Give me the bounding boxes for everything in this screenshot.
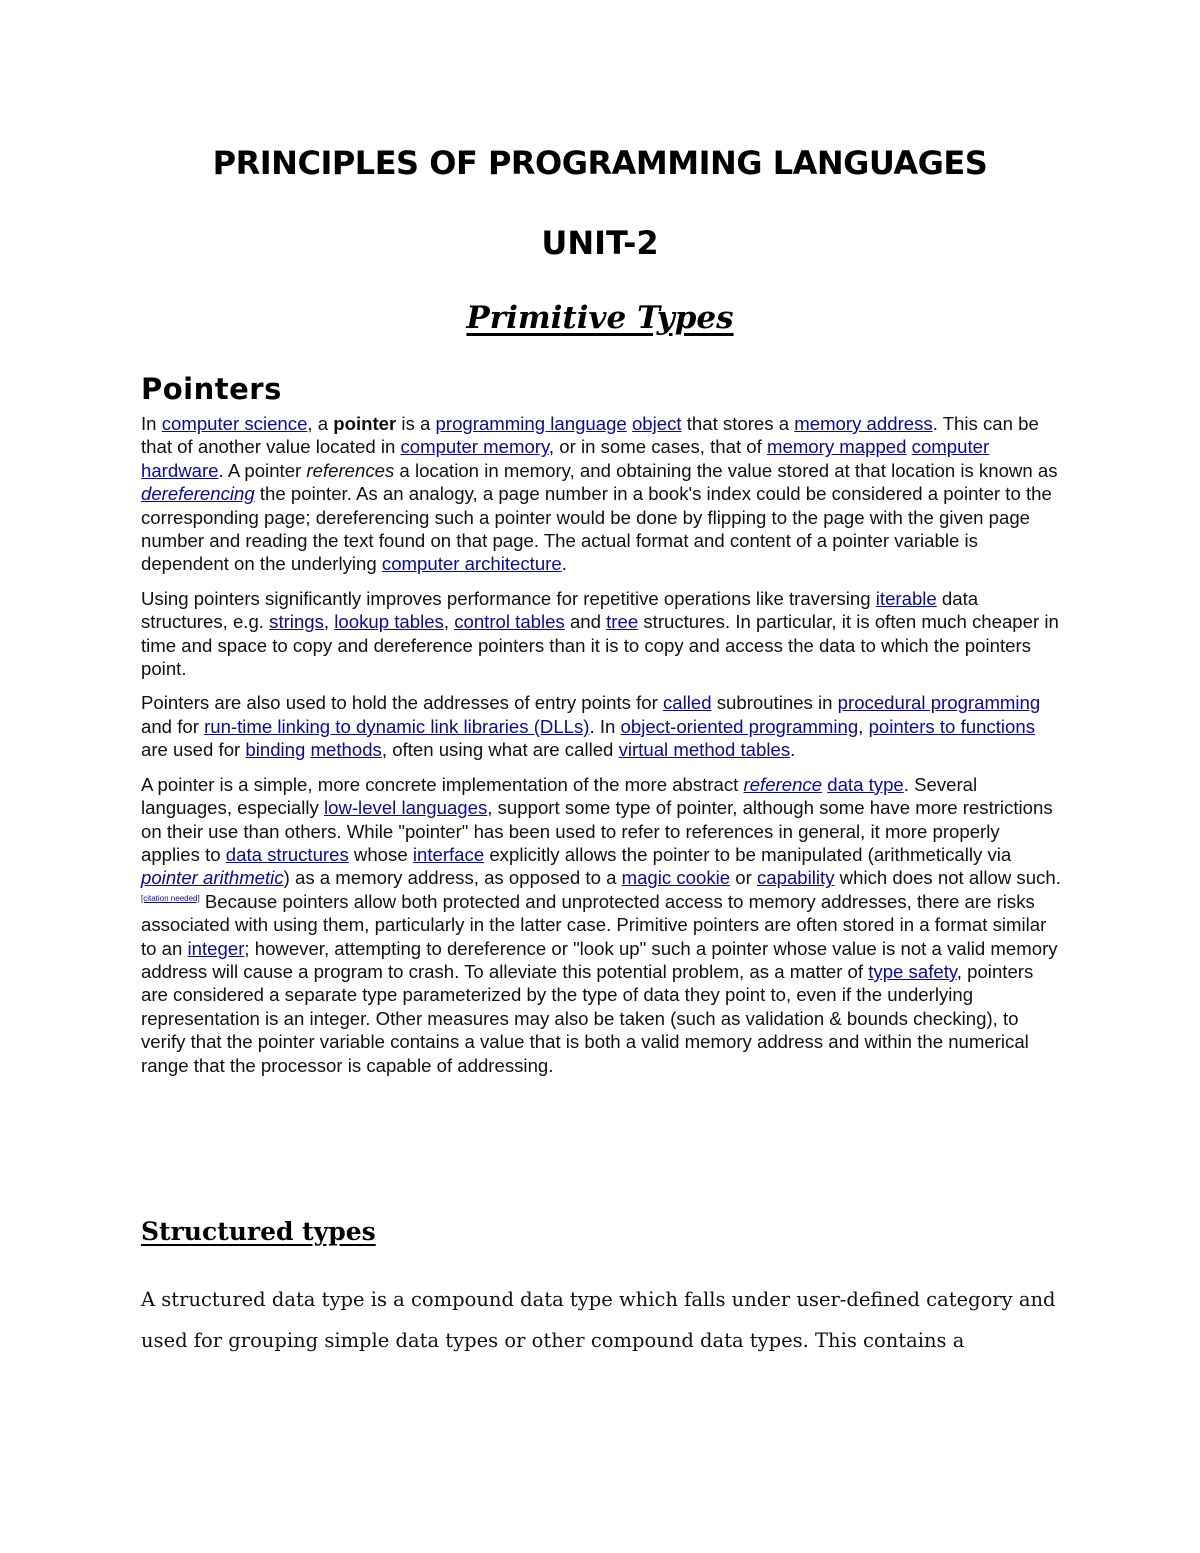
link-dereferencing[interactable]: dereferencing xyxy=(141,483,255,505)
text-run: , often using what are called xyxy=(381,739,619,761)
text-run: and for xyxy=(141,715,205,737)
link-programming-language[interactable]: programming language xyxy=(435,413,627,434)
link-virtual-method-tables[interactable]: virtual method tables xyxy=(618,739,791,761)
text-run: and xyxy=(564,611,607,633)
text-run: or xyxy=(730,867,757,889)
term-pointer: pointer xyxy=(333,413,397,434)
text-run: , xyxy=(443,611,455,633)
link-pointers-to-functions[interactable]: pointers to functions xyxy=(868,715,1035,737)
link-data-structures[interactable]: data structures xyxy=(225,843,349,865)
text-run: that stores a xyxy=(681,413,795,434)
link-run-time-linking[interactable]: run-time linking to dynamic link libraries (DLLs) xyxy=(204,715,590,737)
pointers-paragraph-3 xyxy=(141,691,1061,761)
text-run: Using pointers significantly improves performance for repetitive operations like traversing xyxy=(141,587,876,609)
link-lookup-tables[interactable]: lookup tables xyxy=(334,611,444,633)
text-run: Pointers are also used to hold the addresses of entry points for xyxy=(141,692,663,714)
structured-types-heading: Structured types xyxy=(141,1217,376,1246)
link-reference[interactable]: reference xyxy=(743,773,823,795)
link-citation-needed[interactable]: [citation needed] xyxy=(141,893,200,903)
link-strings[interactable]: strings xyxy=(269,611,324,633)
text-run: whose xyxy=(348,843,413,865)
link-binding[interactable]: binding xyxy=(245,739,306,761)
section-subtitle xyxy=(0,300,1200,336)
link-type-safety[interactable]: type safety xyxy=(868,960,957,982)
link-object-oriented-programming[interactable]: object-oriented programming xyxy=(620,715,859,737)
text-run: ) as a memory address, as opposed to a xyxy=(283,867,622,889)
text-run: , a xyxy=(307,413,334,434)
text-run: A pointer is a simple, more concrete implementation of the more abstract xyxy=(141,773,744,795)
text-run: , or in some cases, that of xyxy=(548,436,767,458)
link-pointer-arithmetic[interactable]: pointer arithmetic xyxy=(141,867,284,889)
text-run: . A pointer xyxy=(218,459,307,481)
link-computer-architecture[interactable]: computer architecture xyxy=(381,553,562,575)
link-memory-mapped[interactable]: memory mapped xyxy=(766,436,907,458)
link-magic-cookie[interactable]: magic cookie xyxy=(621,867,731,889)
text-run: . In xyxy=(589,715,621,737)
text-run: , pointers are considered a separate type parameterized by the type of data they point to, even if the underlying representation is an integer. Other measures may also be taken (such as validation & bounds checking), to verify that the pointer variable contains a value that is both a valid memory address and within the numerical range that the processor is capable of addressing. xyxy=(141,960,1034,1076)
text-run: ; however, attempting to dereference or "look up" such a pointer whose value is not a valid memory address will cause a program to crash. To alleviate this potential problem, as a matter of xyxy=(141,937,1058,982)
text-run: data structures, e.g. xyxy=(141,587,979,633)
text-run: , xyxy=(323,611,335,633)
text-run: . xyxy=(561,553,567,575)
pointers-body xyxy=(141,412,1061,1088)
link-computer-science[interactable]: computer science xyxy=(161,413,308,434)
link-computer-memory[interactable]: computer memory xyxy=(400,436,549,458)
text-run: is a xyxy=(396,413,436,434)
pointers-heading: Pointers xyxy=(141,372,282,406)
link-capability[interactable]: capability xyxy=(756,867,835,889)
text-run: In xyxy=(141,413,162,434)
link-memory-address[interactable]: memory address xyxy=(794,413,933,434)
text-run: structures. In particular, it is often much cheaper in time and space to copy and dereference pointers than it is to copy and access the data to which the pointers point. xyxy=(141,611,1059,680)
text-run: explicitly allows the pointer to be manipulated (arithmetically via xyxy=(484,843,1012,865)
text-run: . This can be that of another value located in xyxy=(141,413,1039,458)
term-references: references xyxy=(306,459,395,481)
text-run: which does not allow such. xyxy=(834,867,1061,889)
text-run: , support some type of pointer, although some have more restrictions on their use than others. While "pointer" has been used to refer to references in general, it more properly applies to xyxy=(141,797,1053,865)
document-title: PRINCIPLES OF PROGRAMMING LANGUAGES xyxy=(212,144,988,182)
link-iterable[interactable]: iterable xyxy=(875,587,937,609)
pointers-paragraph-4 xyxy=(141,773,1061,1077)
link-computer-hardware[interactable]: computer hardware xyxy=(141,436,990,481)
text-run: Because pointers allow both protected and unprotected access to memory addresses, there are risks associated with using them, particularly in the latter case. Primitive pointers are often stored in a format similar to an xyxy=(141,890,1047,959)
text-run: , xyxy=(858,715,869,737)
link-object[interactable]: object xyxy=(631,413,682,434)
text-run: . Several languages, especially xyxy=(141,773,978,819)
unit-title: UNIT-2 xyxy=(541,224,659,262)
link-low-level-languages[interactable]: low-level languages xyxy=(323,797,488,819)
text-run: a location in memory, and obtaining the value stored at that location is known as xyxy=(394,459,1058,481)
link-procedural-programming[interactable]: procedural programming xyxy=(837,692,1041,714)
link-control-tables[interactable]: control tables xyxy=(454,611,565,633)
text-run: . xyxy=(790,739,796,761)
text-run: are used for xyxy=(141,739,246,761)
link-tree[interactable]: tree xyxy=(606,611,639,633)
link-interface[interactable]: interface xyxy=(412,843,485,865)
pointers-paragraph-1 xyxy=(141,412,1061,576)
link-called[interactable]: called xyxy=(662,692,712,714)
pointers-paragraph-2 xyxy=(141,587,1061,681)
structured-types-paragraph: A structured data type is a compound data type which falls under user-defined category and used for grouping simple data types or other compound data types. This contains a xyxy=(141,1288,1056,1352)
text-run: subroutines in xyxy=(711,692,838,714)
link-methods[interactable]: methods xyxy=(310,739,382,761)
link-integer[interactable]: integer xyxy=(187,937,245,959)
subtitle-text: Primitive Types xyxy=(466,300,734,336)
text-run: the pointer. As an analogy, a page number in a book's index could be considered a pointer to the corresponding page; dereferencing such a pointer would be done by flipping to the page with the given page number and reading the text found on that page. The actual format and content of a pointer variable is dependent on the underlying xyxy=(141,483,1052,575)
link-data-type[interactable]: data type xyxy=(827,773,904,795)
